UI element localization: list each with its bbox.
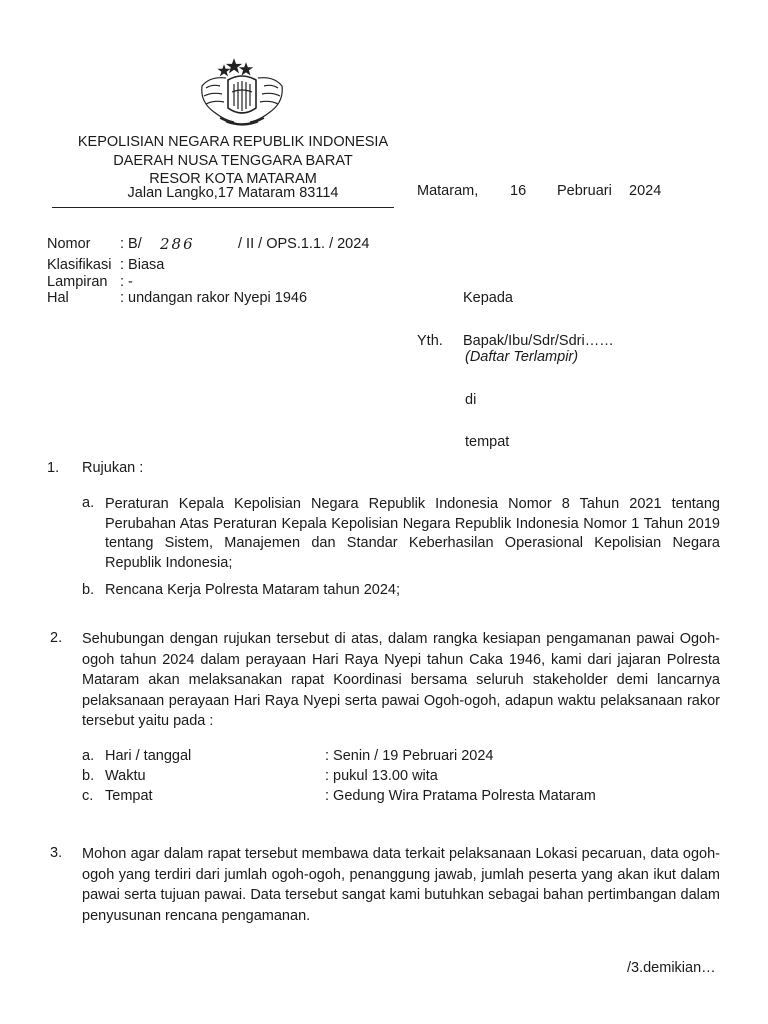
section-2-text: Sehubungan dengan rujukan tersebut di atas, dalam rangka kesiapan pengamanan pawai Ogoh-ogoh tahun 2024 dalam perayaan Hari Raya Nyepi tahun Caka 1946, kami dari jajaran Polresta Mataram akan melaksanakan rapat Koordinasi bersama seluruh stakeholder demi lancarnya pelaksanaan perayaan Hari Raya Nyepi serta pawai Ogoh-ogoh, adapun waktu pelaksanaan rakor tersebut yaitu pada : xyxy=(82,631,720,729)
kepada-label: Kepada xyxy=(463,290,513,306)
detail-b-letter: b. xyxy=(82,768,95,784)
nomor-label: Nomor xyxy=(47,236,91,252)
hal-value: : undangan rakor Nyepi 1946 xyxy=(120,290,308,306)
tempat-label: tempat xyxy=(465,434,510,450)
letterhead-line-2: DAERAH NUSA TENGGARA BARAT xyxy=(113,153,353,169)
letterhead-divider xyxy=(52,207,394,208)
section-1a-text: Peraturan Kepala Kepolisian Negara Republik Indonesia Nomor 8 Tahun 2021 tentang Perubahan Atas Peraturan Kepala Kepolisian Negara Republik Indonesia Nomor 1 Tahun 2019 tentang Sistem, Manajemen dan Standar Keberhasilan Operasional Kepolisian Negara Republik Indonesia; xyxy=(105,496,720,571)
section-3-text: Mohon agar dalam rapat tersebut membawa data terkait pelaksanaan Lokasi pecaruan, data ogoh-ogoh yang terdiri dari jumlah ogoh-ogoh, penanggung jawab, jumlah peserta yang akan ikut dalam pawai serta tujuan pawai. Data tersebut sangat kami butuhkan sebagai bahan pertimbangan dalam penyusunan rencana pengamanan. xyxy=(82,846,720,924)
section-1-title: Rujukan : xyxy=(82,460,144,476)
date-day: 16 xyxy=(510,183,527,199)
continued-marker: /3.demikian… xyxy=(627,960,716,976)
lampiran-label: Lampiran xyxy=(47,274,108,290)
recipient-note: (Daftar Terlampir) xyxy=(465,349,579,365)
klasifikasi-value: : Biasa xyxy=(120,257,165,273)
section-1-number: 1. xyxy=(47,460,60,476)
recipient-name: Bapak/Ibu/Sdr/Sdri…… xyxy=(463,333,614,349)
yth-label: Yth. xyxy=(417,333,443,349)
nomor-suffix: / II / OPS.1.1. / 2024 xyxy=(238,236,370,252)
letterhead-line-1: KEPOLISIAN NEGARA REPUBLIK INDONESIA xyxy=(77,134,389,150)
section-1b-text: Rencana Kerja Polresta Mataram tahun 2024; xyxy=(105,582,401,598)
lampiran-value: : - xyxy=(120,274,133,290)
section-1a-letter: a. xyxy=(82,495,95,511)
hal-label: Hal xyxy=(47,290,69,306)
di-label: di xyxy=(465,392,477,408)
police-crest-logo xyxy=(196,58,288,132)
date-month: Pebruari xyxy=(557,183,612,199)
section-3-number: 3. xyxy=(50,845,63,861)
nomor-handwritten: 286 xyxy=(160,235,195,253)
letterhead-address: Jalan Langko,17 Mataram 83114 xyxy=(127,185,339,201)
detail-c-letter: c. xyxy=(82,788,94,804)
date-city: Mataram, xyxy=(417,183,479,199)
letterhead-line-3: RESOR KOTA MATARAM xyxy=(149,171,317,187)
detail-c-label: Tempat xyxy=(105,788,153,804)
detail-b-value: : pukul 13.00 wita xyxy=(325,768,438,784)
section-1b-letter: b. xyxy=(82,582,95,598)
detail-a-value: : Senin / 19 Pebruari 2024 xyxy=(325,748,494,764)
date-year: 2024 xyxy=(629,183,662,199)
detail-b-label: Waktu xyxy=(105,768,146,784)
klasifikasi-label: Klasifikasi xyxy=(47,257,112,273)
detail-c-value: : Gedung Wira Pratama Polresta Mataram xyxy=(325,788,596,804)
detail-a-letter: a. xyxy=(82,748,95,764)
section-2-number: 2. xyxy=(50,630,63,646)
detail-a-label: Hari / tanggal xyxy=(105,748,192,764)
nomor-prefix: : B/ xyxy=(120,236,142,252)
